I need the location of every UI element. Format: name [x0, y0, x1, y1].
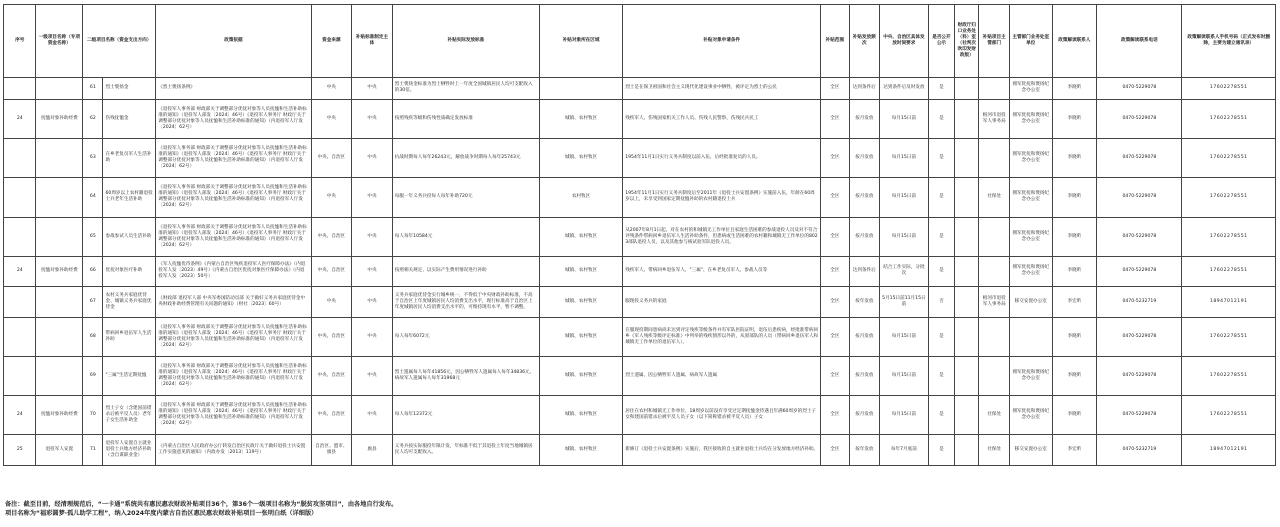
row-number-cell	[4, 78, 36, 100]
payout-time-cell: 每月15日前	[880, 99, 929, 138]
contact-phone-cell: 0470-5229078	[1097, 256, 1182, 287]
table-row	[4, 317, 1276, 356]
table-row	[4, 435, 1276, 466]
contact-mobile-cell: 17602278551	[1182, 99, 1276, 138]
competent-dept-cell: 社保处	[979, 178, 1009, 217]
standard-cell: 每人每年6072元	[392, 317, 539, 356]
standard-cell: 按照残疾等级和伤残性质确定发放标准	[392, 99, 539, 138]
fund-source-cell: 中央、自治区	[311, 256, 352, 287]
level2-number-cell: 70	[83, 396, 103, 435]
scope-cell: 全区	[821, 178, 849, 217]
header-cell: 补贴发放频次	[849, 5, 879, 78]
office-cell: 拥军优抚和褒扬纪念办公室	[1009, 396, 1052, 435]
header-cell: 补贴对象申请条件	[623, 5, 821, 78]
condition-cell: 新修订《退役士兵安置条例》实施后，我区接收的自主就业退役士兵均在分发放地方经济补助。	[623, 435, 821, 466]
scope-cell: 全区	[821, 256, 849, 287]
condition-cell: 在服现役期间患病尚未达到评定残疾等级条件并有军队医院证明，退伍后患疾病，经批准带病回乡《军人残疾等级评定标准》中列举的残疾情形以外的，从原部队的人员（带病回乡退伍军人和城镇无工作单位的退伍军人）。	[623, 317, 821, 356]
contact-phone-cell: 0470-5229078	[1097, 396, 1182, 435]
contact-phone-cell: 0470-5232719	[1097, 287, 1182, 318]
frequency-cell: 按年发放	[849, 435, 879, 466]
contact-mobile-cell: 17602278551	[1182, 217, 1276, 256]
standard-cell: 每人每年10584元	[392, 217, 539, 256]
region-cell: 城镇、农村牧区	[539, 435, 622, 466]
header-cell: 序号	[4, 5, 36, 78]
standard-maker-cell: 中央	[352, 317, 393, 356]
standard-cell: 义务兵家庭优待金实行城乡统一，不得低于中央财政补助标准，不高于自治区上年度城镇居民人均消费支出水平，现行标准高于自治区上年度城镇居民人均消费支出水平的，可维持现有水平，暂不调整。	[392, 287, 539, 318]
office-cell: 拥军优抚和褒扬纪念办公室	[1009, 99, 1052, 138]
contact-phone-cell: 0470-5229078	[1097, 357, 1182, 396]
contact-mobile-cell: 17602278551	[1182, 139, 1276, 178]
header-cell: 补贴对象所在区域	[539, 5, 622, 78]
contact-phone-cell: 0470-5229078	[1097, 139, 1182, 178]
standard-maker-cell: 中央	[352, 287, 393, 318]
level1-name-cell: 抚恤对象补助经费	[36, 256, 83, 287]
scope-cell: 全区	[821, 357, 849, 396]
region-cell: 城镇、农村牧区	[539, 256, 622, 287]
public-cell: 是	[928, 357, 954, 396]
office-cell: 移交安置办公室	[1009, 435, 1052, 466]
row-number-cell	[4, 287, 36, 318]
scope-cell: 全区	[821, 435, 849, 466]
table-row	[4, 178, 1276, 217]
contact-mobile-cell: 17602278551	[1182, 256, 1276, 287]
standard-maker-cell: 中央	[352, 256, 393, 287]
level1-name-cell	[36, 357, 83, 396]
competent-dept-cell: 社保处	[979, 396, 1009, 435]
scope-cell: 全区	[821, 139, 849, 178]
finance-dept-cell	[955, 317, 979, 356]
level1-name-cell	[36, 317, 83, 356]
contact-person-cell: 李宏昕	[1052, 435, 1097, 466]
finance-dept-cell	[955, 287, 979, 318]
header-cell: 补贴项目主管部门	[979, 5, 1009, 78]
scope-cell: 全区	[821, 99, 849, 138]
level2-number-cell: 66	[83, 256, 103, 287]
standard-cell: 烈士遗属每人每年41856元，因公牺牲军人遗属每人每年34836元，病故军人遗属每人每年31968元	[392, 357, 539, 396]
fund-source-cell: 中央、自治区	[311, 317, 352, 356]
condition-cell: 烈士遗属、因公牺牲军人遗属、病故军人遗属	[623, 357, 821, 396]
competent-dept-cell: 社保处	[979, 435, 1009, 466]
public-cell: 是	[928, 317, 954, 356]
frequency-cell: 按月发放	[849, 99, 879, 138]
frequency-cell: 按月发放	[849, 396, 879, 435]
fund-source-cell: 中央	[311, 99, 352, 138]
scope-cell: 全区	[821, 287, 849, 318]
level2-number-cell: 67	[83, 287, 103, 318]
contact-mobile-cell: 18947012191	[1182, 435, 1276, 466]
scope-cell: 全区	[821, 317, 849, 356]
contact-phone-cell: 0470-5232719	[1097, 435, 1182, 466]
level2-name-cell: 优抚对象医疗补助	[103, 256, 156, 287]
level2-name-cell: 60周岁以上农村籍退役士兵老年生活补助	[103, 178, 156, 217]
policy-basis-cell: 《退役军人事务部 财政部关于调整部分优抚对象等人员抚恤和生活补助标准的通知》（退役军人部发〔2024〕46号）《退役军人事务厅 财政厅关于调整部分优抚对象等人员抚恤和生活补助标准的通知》（内退役军人厅发〔2024〕62号）	[156, 139, 311, 178]
table-row	[4, 396, 1276, 435]
row-number-cell: 24	[4, 396, 36, 435]
header-cell: 二级项目名称（资金支出方向）	[83, 5, 156, 78]
row-number-cell: 24	[4, 99, 36, 138]
level1-name-cell: 抚恤对象补助经费	[36, 99, 83, 138]
competent-dept-cell: 根河市退役军人事务局	[979, 99, 1009, 138]
payout-time-cell: 每年7月底前	[880, 435, 929, 466]
payout-time-cell: 每月15日前	[880, 139, 929, 178]
standard-maker-cell: 中央	[352, 357, 393, 396]
header-cell: 资金来源	[311, 5, 352, 78]
row-number-cell: 24	[4, 256, 36, 287]
region-cell: 城镇、农村牧区	[539, 217, 622, 256]
level2-name-cell: 农村义务兵家庭优待金、城镇义务兵家庭优待金	[103, 287, 156, 318]
table-row	[4, 99, 1276, 138]
standard-maker-cell: 旗县	[352, 435, 393, 466]
header-cell: 财政厅归口业务处（科）室（社判次吹印发财政版）	[955, 5, 979, 78]
fund-source-cell: 中央	[311, 78, 352, 100]
condition-cell: 居住在农村和城镇无工作单位、18周岁以前没有享受过定期抚恤金待遇且年满60周岁的烈士子女和建国前错杀后被平反人员子女（以下简称错杀被平反人员）子女	[623, 396, 821, 435]
policy-basis-cell: 《退役军人事务部 财政部关于调整部分优抚对象等人员抚恤和生活补助标准的通知》（退役军人部发〔2024〕46号）《退役军人事务厅 财政厅关于调整部分优抚对象等人员抚恤和生活补助标准的通知》（内退役军人厅发〔2024〕62号）	[156, 317, 311, 356]
header-cell: 是否公开公示	[928, 5, 954, 78]
level1-name-cell: 抚恤对象补助经费	[36, 396, 83, 435]
region-cell: 城镇、农村牧区	[539, 396, 622, 435]
finance-dept-cell	[955, 396, 979, 435]
frequency-cell: 按月发放	[849, 178, 879, 217]
header-cell: 主管部门业务处室单位	[1009, 5, 1052, 78]
office-cell: 移交安置办公室	[1009, 287, 1052, 318]
competent-dept-cell	[979, 78, 1009, 100]
level2-number-cell: 61	[83, 78, 103, 100]
level1-name-cell	[36, 139, 83, 178]
public-cell: 是	[928, 78, 954, 100]
standard-cell: 烈士褒扬金标准为烈士牺牲时上一年度全国城镇居民人均可支配收入的30倍。	[392, 78, 539, 100]
contact-person-cell: 李晓昕	[1052, 357, 1097, 396]
condition-cell: 1954年11月1日实行义务兵制度以前入伍，后经批准复员的人员。	[623, 139, 821, 178]
row-number-cell	[4, 139, 36, 178]
frequency-cell: 按月发放	[849, 217, 879, 256]
competent-dept-cell	[979, 357, 1009, 396]
contact-mobile-cell: 17602278551	[1182, 396, 1276, 435]
condition-cell: 1954年11月1日实行义务兵制度后至2011年《退役士兵安置条例》实施前入伍，年龄在60周岁以上，未享受到国家定期抚恤补助的农村籍退役士兵	[623, 178, 821, 217]
public-cell: 是	[928, 256, 954, 287]
contact-mobile-cell: 17602278551	[1182, 317, 1276, 356]
subsidy-table	[3, 4, 1276, 466]
competent-dept-cell	[979, 317, 1009, 356]
office-cell: 拥军优抚和褒扬纪念办公室	[1009, 357, 1052, 396]
contact-person-cell: 李晓昕	[1052, 396, 1097, 435]
standard-cell: 义务兵按实际服役年限计发，年标准不低于其退役上年度当地城镇居民人均可支配收入。	[392, 435, 539, 466]
contact-phone-cell: 0470-5229078	[1097, 178, 1182, 217]
fund-source-cell: 中央、自治区	[311, 357, 352, 396]
office-cell: 拥军优抚和褒扬纪念办公室	[1009, 78, 1052, 100]
standard-maker-cell: 中央	[352, 178, 393, 217]
level2-name-cell: 在乡老复员军人生活补助	[103, 139, 156, 178]
level2-number-cell: 63	[83, 139, 103, 178]
row-number-cell	[4, 217, 36, 256]
contact-mobile-cell: 17602278551	[1182, 357, 1276, 396]
policy-basis-cell: 《退役军人事务部 财政部关于调整部分优抚对象等人员抚恤和生活补助标准的通知》（退役军人部发〔2024〕46号）《退役军人事务厅 财政厅关于调整部分优抚对象等人员抚恤和生活补助标准的通知》（内退役军人厅发〔2024〕62号）	[156, 99, 311, 138]
frequency-cell: 按月发放	[849, 139, 879, 178]
frequency-cell: 达到条件后	[849, 256, 879, 287]
region-cell: 城镇、农村牧区	[539, 357, 622, 396]
office-cell: 拥军优抚和褒扬纪念办公室	[1009, 217, 1052, 256]
office-cell: 拥军优抚和褒扬纪念办公室	[1009, 256, 1052, 287]
footnote	[5, 500, 1275, 518]
level2-name-cell: 退役军人安置自主就业退役士兵地方经济补助（含自谋职业金）	[103, 435, 156, 466]
region-cell: 城镇、农村牧区	[539, 287, 622, 318]
standard-maker-cell: 中央	[352, 99, 393, 138]
fund-source-cell: 自治区、盟市、旗县	[311, 435, 352, 466]
contact-mobile-cell: 17602278551	[1182, 78, 1276, 100]
policy-basis-cell: 《退役军人事务部 财政部关于调整部分优抚对象等人员抚恤和生活补助标准的通知》（退役军人部发〔2024〕46号）《退役军人事务厅 财政厅关于调整部分优抚对象等人员抚恤和生活补助标准的通知》（内退役军人厅发〔2024〕62号）	[156, 217, 311, 256]
contact-person-cell: 李晓昕	[1052, 99, 1097, 138]
level1-name-cell	[36, 78, 83, 100]
standard-maker-cell: 中央	[352, 217, 393, 256]
office-cell: 拥军优抚和褒扬纪念办公室	[1009, 178, 1052, 217]
level2-number-cell: 64	[83, 178, 103, 217]
payout-time-cell: 达到条件后及时发放	[880, 78, 929, 100]
contact-person-cell: 李晓昕	[1052, 317, 1097, 356]
fund-source-cell: 中央	[311, 178, 352, 217]
region-cell: 城镇、农村牧区	[539, 317, 622, 356]
finance-dept-cell	[955, 99, 979, 138]
finance-dept-cell	[955, 139, 979, 178]
table-row	[4, 139, 1276, 178]
table-row	[4, 287, 1276, 318]
public-cell: 是	[928, 435, 954, 466]
policy-basis-cell: 《退役军人事务部 财政部关于调整部分优抚对象等人员抚恤和生活补助标准的通知》（退役军人部发〔2024〕46号）《退役军人事务厅 财政厅关于调整部分优抚对象等人员抚恤和生活补助标准的通知》（内退役军人厅发〔2024〕62号）	[156, 357, 311, 396]
contact-person-cell: 李晓昕	[1052, 178, 1097, 217]
finance-dept-cell	[955, 256, 979, 287]
policy-basis-cell: 《烈士褒扬条例》	[156, 78, 311, 100]
header-cell: 一级项目名称（专项资金名称）	[36, 5, 83, 78]
table-row	[4, 78, 1276, 100]
level2-name-cell: 伤残抚恤金	[103, 99, 156, 138]
contact-phone-cell: 0470-5229078	[1097, 99, 1182, 138]
header-cell: 政策解读联系人	[1052, 5, 1097, 78]
header-cell: 补贴范围	[821, 5, 849, 78]
level2-number-cell: 65	[83, 217, 103, 256]
payout-time-cell: 每月15日前	[880, 317, 929, 356]
payout-time-cell: 5月15日前11月15日前	[880, 287, 929, 318]
standard-maker-cell: 中央	[352, 139, 393, 178]
header-cell: 政策解读联系人手机号码（正式发布时删除，主要为建立通讯录）	[1182, 5, 1276, 78]
standard-cell: 每服一年义务兵役每人每年补助720元	[392, 178, 539, 217]
contact-mobile-cell: 17602278551	[1182, 178, 1276, 217]
payout-time-cell: 每月15日前	[880, 357, 929, 396]
contact-phone-cell: 0470-5229078	[1097, 317, 1182, 356]
level2-name-cell: 烈士褒扬金	[103, 78, 156, 100]
contact-phone-cell: 0470-5229078	[1097, 78, 1182, 100]
level2-number-cell: 71	[83, 435, 103, 466]
scope-cell: 全区	[821, 78, 849, 100]
condition-cell: 残疾军人、带病回乡退伍军人、"三属"、在乡老复员军人、参战人员等	[623, 256, 821, 287]
header-cell: 补贴实际发放标准	[392, 5, 539, 78]
competent-dept-cell	[979, 139, 1009, 178]
contact-mobile-cell: 18947012191	[1182, 287, 1276, 318]
standard-cell: 抗战时期每人每年26243元，解放战争时期每人每年25743元	[392, 139, 539, 178]
office-cell: 拥军优抚和褒扬纪念办公室	[1009, 139, 1052, 178]
frequency-cell: 按月发放	[849, 357, 879, 396]
level2-name-cell: 烈士子女（含建国前错杀后被平反人员）老年子女生活补助金	[103, 396, 156, 435]
fund-source-cell: 中央、自治区	[311, 396, 352, 435]
policy-basis-cell: 《财政部 退役军人部 中央军委国防动员部 关于做好义务兵家庭优待金中央财政补助经费管理有关问题的通知》（财社〔2023〕60号）	[156, 287, 311, 318]
row-number-cell	[4, 317, 36, 356]
condition-cell: 服现役义务兵的家庭	[623, 287, 821, 318]
level1-name-cell	[36, 287, 83, 318]
header-cell: 政策解读联系电话	[1097, 5, 1182, 78]
public-cell: 是	[928, 396, 954, 435]
table-row	[4, 357, 1276, 396]
header-cell: 中央、自治区具体发放时间要求	[880, 5, 929, 78]
frequency-cell: 按月发放	[849, 317, 879, 356]
condition-cell: 烈士是在保卫祖国和社会主义现代化建设事业中牺牲，被评定为烈士的公民	[623, 78, 821, 100]
condition-cell: 残疾军人、伤残国家机关工作人员、伤残人民警察、伤残民兵民工	[623, 99, 821, 138]
finance-dept-cell	[955, 217, 979, 256]
level2-name-cell: 参战参试人员生活补助	[103, 217, 156, 256]
region-cell	[539, 78, 622, 100]
payout-time-cell: 每月15日前	[880, 396, 929, 435]
frequency-cell: 达到条件后	[849, 78, 879, 100]
footnote-line-1: 备注：截至目前，经清理规范后，“一卡通”系统共有惠民惠农财政补贴项目36个，第36个一级项目名称为“脱贫攻坚项目”，由各地自行发布。	[5, 501, 398, 508]
standard-cell: 每人每年12372元	[392, 396, 539, 435]
table-row	[4, 217, 1276, 256]
contact-phone-cell: 0470-5229078	[1097, 217, 1182, 256]
competent-dept-cell: 根河市退役军人事务局	[979, 287, 1009, 318]
competent-dept-cell	[979, 256, 1009, 287]
header-cell: 政策依据	[156, 5, 311, 78]
footnote-line-2: 项目名称为“福彩圆梦·孤儿助学工程”，纳入2024年度内蒙古自治区惠民惠农财政补贴项目一张明白纸（详细版）	[5, 510, 318, 517]
policy-basis-cell: 《退役军人事务部 财政部关于调整部分优抚对象等人员抚恤和生活补助标准的通知》（退役军人部发〔2024〕46号）《退役军人事务厅 财政厅关于调整部分优抚对象等人员抚恤和生活补助标准的通知》（内退役军人厅发〔2024〕62号）	[156, 396, 311, 435]
level1-name-cell: 退役军人安置	[36, 435, 83, 466]
standard-cell: 按照相关规定，以实际产生费用情况进行补助	[392, 256, 539, 287]
row-number-cell: 25	[4, 435, 36, 466]
level2-name-cell: 带病回乡退伍军人生活补助	[103, 317, 156, 356]
level1-name-cell	[36, 217, 83, 256]
scope-cell: 全区	[821, 217, 849, 256]
fund-source-cell: 中央、自治区	[311, 217, 352, 256]
public-cell: 否	[928, 287, 954, 318]
contact-person-cell: 李宏昕	[1052, 287, 1097, 318]
level2-number-cell: 68	[83, 317, 103, 356]
contact-person-cell: 李晓昕	[1052, 217, 1097, 256]
public-cell: 是	[928, 139, 954, 178]
condition-cell: 从2007年8月1日起，对在农村的和城镇无工作单位且家庭生活困难的参战退役人员及对不符合评残条件带病回乡退伍军人生活补助条件，但患病或生活困难的农村籍和城镇无工作单位的8023部队退役人员，以及其他参与核试验军队退役人员。	[623, 217, 821, 256]
finance-dept-cell	[955, 357, 979, 396]
contact-person-cell: 李晓昕	[1052, 256, 1097, 287]
scope-cell: 全区	[821, 396, 849, 435]
payout-time-cell: 每月15日前	[880, 217, 929, 256]
public-cell: 是	[928, 99, 954, 138]
fund-source-cell: 中央	[311, 287, 352, 318]
header-row	[4, 5, 1276, 78]
level1-name-cell	[36, 178, 83, 217]
competent-dept-cell	[979, 217, 1009, 256]
header-cell: 补贴标准制定主体	[352, 5, 393, 78]
region-cell: 城镇、农村牧区	[539, 139, 622, 178]
standard-maker-cell: 中央	[352, 396, 393, 435]
office-cell	[1009, 317, 1052, 356]
frequency-cell: 按年发放	[849, 287, 879, 318]
level2-number-cell: 62	[83, 99, 103, 138]
contact-person-cell: 李晓昕	[1052, 139, 1097, 178]
finance-dept-cell	[955, 435, 979, 466]
region-cell: 农村牧区	[539, 178, 622, 217]
fund-source-cell: 中央、自治区	[311, 139, 352, 178]
policy-basis-cell: 《退役军人事务部 财政部关于调整部分优抚对象等人员抚恤和生活补助标准的通知》（退役军人部发〔2024〕46号）《退役军人事务厅 财政厅关于调整部分优抚对象等人员抚恤和生活补助标准的通知》（内退役军人厅发〔2024〕62号）	[156, 178, 311, 217]
policy-basis-cell: 《内蒙古自治区人民政府办公厅转发自治区民政厅关于做好退役士兵安置工作实施意见的通知》（内政办发〔2013〕119号）	[156, 435, 311, 466]
row-number-cell	[4, 357, 36, 396]
finance-dept-cell	[955, 78, 979, 100]
contact-person-cell: 李晓昕	[1052, 78, 1097, 100]
public-cell: 是	[928, 217, 954, 256]
payout-time-cell: 每月15日前	[880, 178, 929, 217]
finance-dept-cell	[955, 178, 979, 217]
standard-maker-cell: 中央	[352, 78, 393, 100]
level2-number-cell: 69	[83, 357, 103, 396]
policy-basis-cell: 《军人抚恤优待条例》《内蒙古自治区残疾退役军人医疗保障办法》（内退役军人发〔2023〕49号）《内蒙古自治区优抚对象医疗保障办法》（内退役军人发〔2023〕50号）	[156, 256, 311, 287]
region-cell: 城镇、农村牧区	[539, 99, 622, 138]
table-row	[4, 256, 1276, 287]
level2-name-cell: "三属"生活定期抚恤	[103, 357, 156, 396]
payout-time-cell: 结合工作实际，分批次	[880, 256, 929, 287]
row-number-cell	[4, 178, 36, 217]
public-cell: 是	[928, 178, 954, 217]
